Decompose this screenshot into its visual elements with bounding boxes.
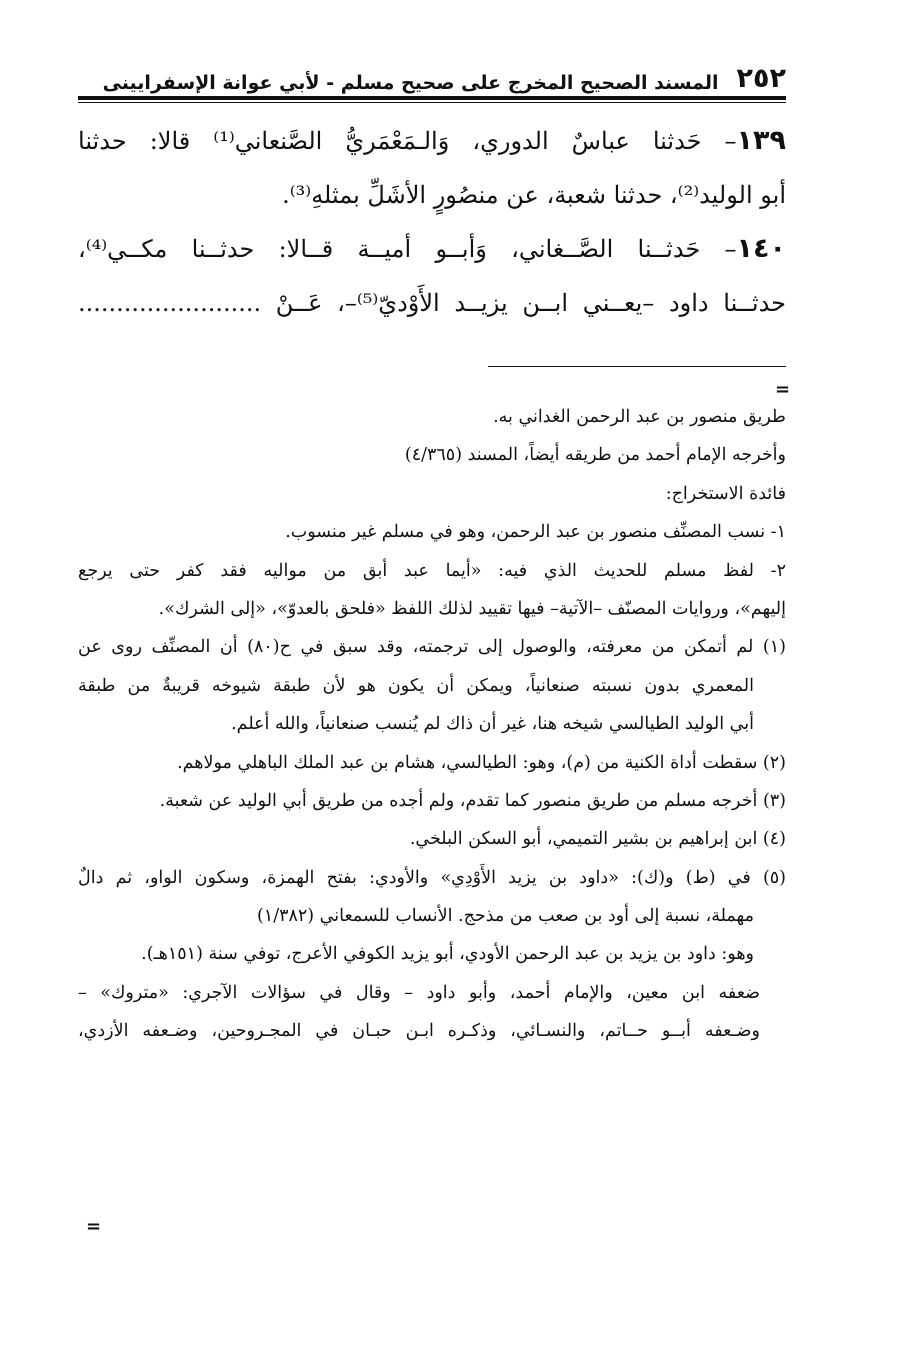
footnote-line: ضعفه ابن معين، والإمام أحمد، وأبو داود – وقال في سؤالات الآجري: «متروك» – bbox=[78, 982, 760, 1003]
ellipsis-dots: ........................ bbox=[78, 289, 262, 317]
footnote-line: وهو: داود بن يزيد بن عبد الرحمن الأودي، أبو يزيد الكوفي الأعرج، توفي سنة (١٥١هـ). bbox=[141, 944, 754, 965]
footnote-line: (٢) سقطت أداة الكنية من (م)، وهو: الطيالسي، هشام بن عبد الملك الباهلي مولاهم. bbox=[177, 752, 786, 773]
hadith-139-line-1 bbox=[78, 114, 786, 168]
running-header bbox=[78, 58, 786, 94]
footnote-line: (١) لم أتمكن من معرفته، والوصول إلى ترجمته، وقد سبق في ح(٨٠) أن المصنِّف روى عن bbox=[78, 637, 786, 658]
continuation-mark-bottom: = bbox=[86, 1216, 102, 1237]
footnote-line: وضـعفه أبــو حــاتم، والنسـائي، وذكـره ابـن حبـان في المجـروحين، وضـعفه الأزدي، bbox=[78, 1021, 760, 1042]
header-rule-thin bbox=[78, 102, 786, 103]
hadith-text: – حَدثنا عباسٌ الدوري، وَالـمَعْمَريُّ الصَّنعاني⁽¹⁾ قالا: حدثنا bbox=[78, 127, 737, 155]
continuation-mark-top: = bbox=[775, 379, 791, 400]
footnote-line: المعمري بدون نسبته صنعانياً، ويمكن أن يكون هو لأن طبقة شيوخه قريبةٌ من طبقة bbox=[78, 675, 754, 696]
hadith-139-line-2 bbox=[78, 168, 786, 222]
footnote-line: وأخرجه الإمام أحمد من طريقه أيضاً، المسند (٤/٣٦٥) bbox=[404, 445, 786, 466]
main-text bbox=[78, 114, 786, 330]
hadith-140-line-2 bbox=[78, 276, 786, 330]
footnote-line: (٥) في (ط) و(ك): «داود بن يزيد الأَوْدِي» والأودي: بفتح الهمزة، وسكون الواو، ثم دالٌ bbox=[78, 867, 786, 888]
footnote-separator bbox=[488, 366, 786, 367]
footnotes bbox=[78, 398, 786, 1051]
footnote-line: ١- نسب المصنِّف منصور بن عبد الرحمن، وهو في مسلم غير منسوب. bbox=[285, 522, 786, 543]
footnote-line: أبي الوليد الطيالسي شيخه هنا، غير أن ذاك لم يُنسب صنعانياً، والله أعلم. bbox=[231, 714, 754, 735]
footnote-line: فائدة الاستخراج: bbox=[665, 483, 786, 504]
footnote-line: ٢- لفظ مسلم للحديث الذي فيه: «أيما عبد أبق من مواليه فقد كفر حتى يرجع bbox=[78, 560, 786, 581]
running-title: المسند الصحيح المخرج على صحيح مسلم - لأبي عوانة الإسفرايينى bbox=[102, 72, 719, 94]
hadith-140-line-1 bbox=[78, 222, 786, 276]
hadith-text: حدثــنا داود –يعــني ابــن يزيــد الأَوْديّ⁽⁵⁾–، عَــنْ bbox=[275, 289, 786, 317]
hadith-text: أبو الوليد⁽²⁾، حدثنا شعبة، عن منصُورٍ الأشَلِّ بمثلهِ⁽³⁾. bbox=[282, 181, 786, 209]
page-number: ٢٥٢ bbox=[736, 63, 786, 94]
footnote-line: (٤) ابن إبراهيم بن بشير التميمي، أبو السكن البلخي. bbox=[409, 829, 786, 850]
hadith-number: ١٤٠ bbox=[736, 233, 786, 264]
footnote-line: مهملة، نسبة إلى أود بن صعب من مذحج. الأنساب للسمعاني (١/٣٨٢) bbox=[256, 906, 754, 927]
hadith-text: – حَدثــنا الصَّــغاني، وَأبــو أميــة قــالا: حدثــنا مكــي⁽⁴⁾، bbox=[78, 235, 737, 263]
footnote-line: إليهم»، وروايات المصنّف –الآتية– فيها تقييد لذلك اللفظ «فلحق بالعدوّ»، «إلى الشرك». bbox=[158, 598, 786, 619]
hadith-number: ١٣٩ bbox=[736, 125, 786, 156]
footnote-line: طريق منصور بن عبد الرحمن الغداني به. bbox=[493, 407, 786, 427]
footnote-line: (٣) أخرجه مسلم من طريق منصور كما تقدم، ولم أجده من طريق أبي الوليد عن شعبة. bbox=[159, 790, 786, 811]
header-rule bbox=[78, 96, 786, 100]
